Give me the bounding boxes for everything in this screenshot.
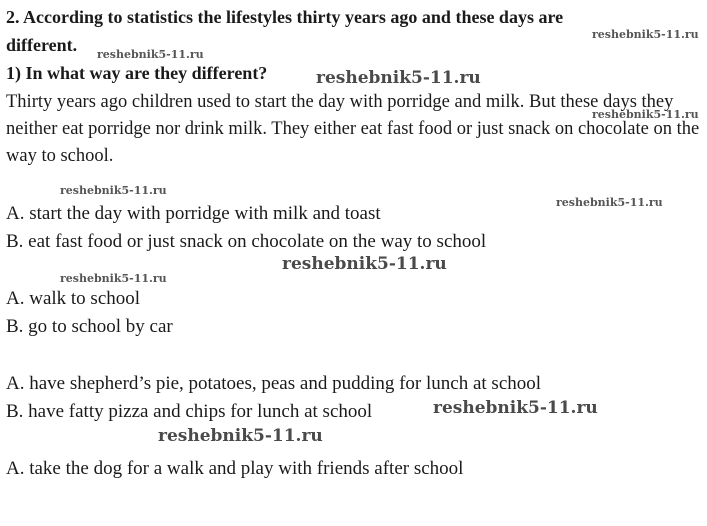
watermark: reshebnik5-11.ru — [556, 196, 663, 209]
answer-line: A. have shepherd’s pie, potatoes, peas and pudding for lunch at school — [6, 373, 542, 394]
watermark: reshebnik5-11.ru — [282, 254, 447, 274]
answer-line: A. take the dog for a walk and play with friends after school — [6, 458, 464, 479]
watermark: reshebnik5-11.ru — [60, 272, 167, 285]
answer-line: B. go to school by car — [6, 316, 173, 337]
question-heading: 1) In what way are they different? — [6, 63, 268, 83]
task-heading-line-1: 2. According to statistics the lifestyles thirty years ago and these days are — [6, 7, 564, 27]
answer-line: A. walk to school — [6, 288, 141, 309]
answer-line: A. start the day with porridge with milk and toast — [6, 203, 381, 224]
watermark: reshebnik5-11.ru — [60, 184, 167, 197]
watermark: reshebnik5-11.ru — [592, 28, 699, 41]
watermark: reshebnik5-11.ru — [158, 426, 323, 446]
watermark: reshebnik5-11.ru — [433, 398, 598, 418]
watermark: reshebnik5-11.ru — [97, 48, 204, 61]
answer-line: B. have fatty pizza and chips for lunch at school — [6, 401, 373, 422]
intro-paragraph: Thirty years ago children used to start the day with porridge and milk. But these days they neither eat porridge nor drink milk. They either eat fast food or just snack on chocolate on the way to school. — [6, 92, 700, 166]
watermark: reshebnik5-11.ru — [316, 68, 481, 88]
task-heading-line-2: different. — [6, 35, 78, 55]
watermark: reshebnik5-11.ru — [592, 108, 699, 121]
answer-line: B. eat fast food or just snack on chocolate on the way to school — [6, 231, 487, 252]
